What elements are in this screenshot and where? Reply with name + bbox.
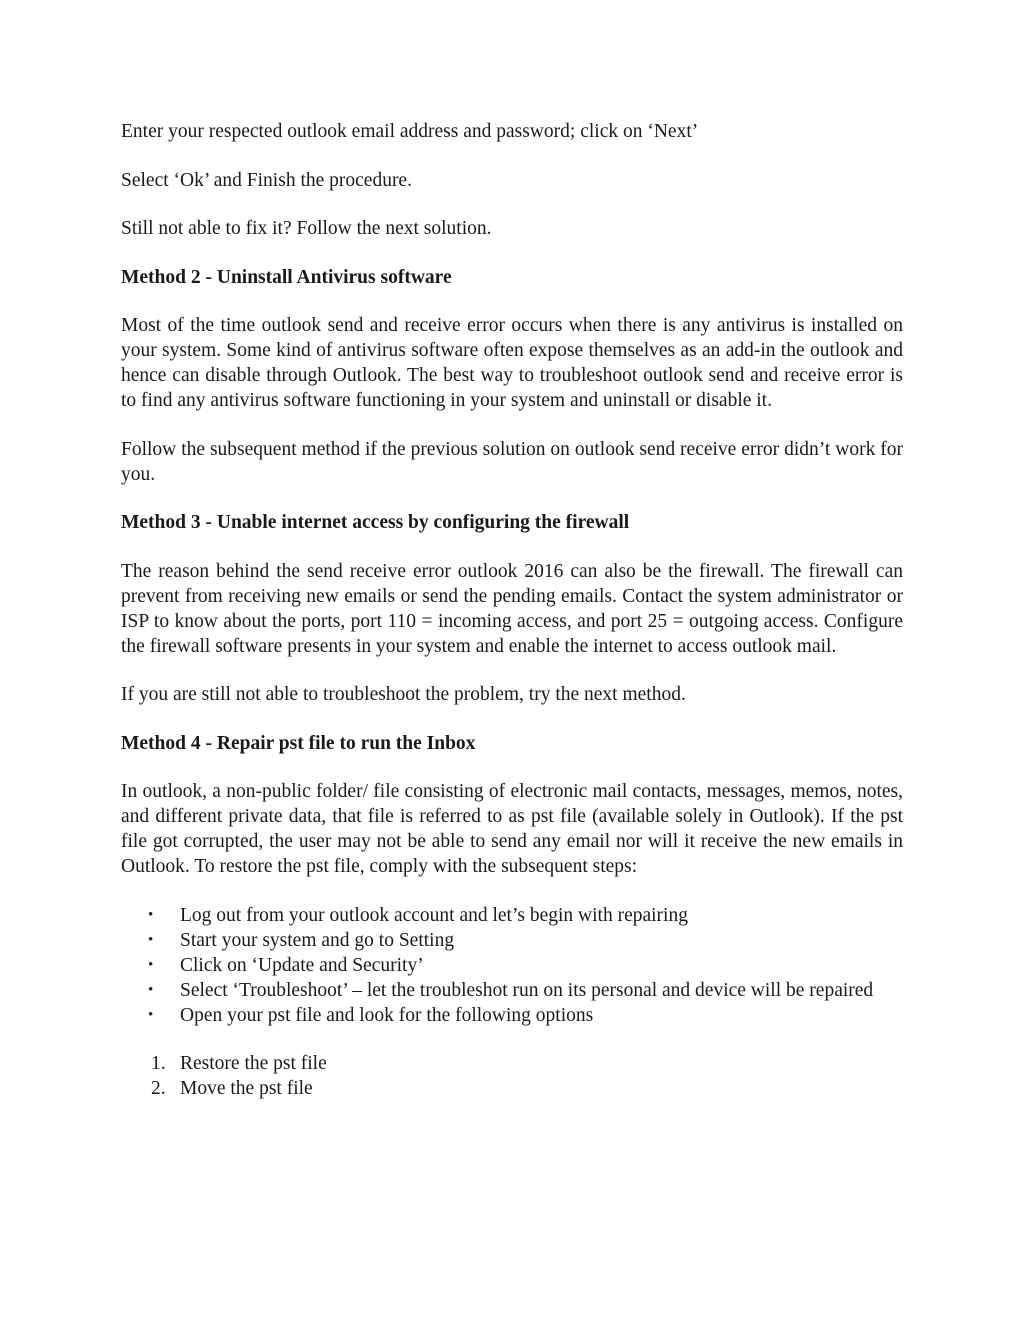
paragraph-firewall: The reason behind the send receive error outlook 2016 can also be the firewall. The firewall can prevent from receiving new emails or send the pending emails. Contact the system administrator or ISP to know about the ports, port 110 = incoming access, and port 25 = outgoing access. Configure the firewall software presents in your system and enable the internet to access outlook mail. xyxy=(121,560,903,657)
bullet-list xyxy=(121,903,903,1028)
step-number: 2. xyxy=(151,1078,166,1099)
list-item-text: Click on ‘Update and Security’ xyxy=(180,954,424,976)
list-item-text: Log out from your outlook account and let’s begin with repairing xyxy=(180,904,688,926)
paragraph-pst-file: In outlook, a non-public folder/ file consisting of electronic mail contacts, messages, memos, notes, and different private data, that file is referred to as pst file (available solely in Outlook). If the pst file got corrupted, the user may not be able to send any email nor will it receive the new emails in Outlook. To restore the pst file, comply with the subsequent steps: xyxy=(121,781,903,877)
list-item-text: Select ‘Troubleshoot’ – let the troubleshot run on its personal and device will be repaired xyxy=(180,979,874,1001)
paragraph-enter-credentials: Enter your respected outlook email address and password; click on ‘Next’ xyxy=(121,121,699,142)
heading-method-4: Method 4 - Repair pst file to run the Inbox xyxy=(121,732,476,754)
bullet-icon: • xyxy=(148,1006,154,1023)
list-item xyxy=(121,1003,903,1028)
paragraph-try-next: If you are still not able to troubleshoot the problem, try the next method. xyxy=(121,684,686,705)
list-item-text: Move the pst file xyxy=(180,1078,313,1099)
list-item-text: Start your system and go to Setting xyxy=(180,929,455,951)
bullet-icon: • xyxy=(148,906,154,923)
list-item xyxy=(121,1076,903,1101)
paragraph-follow-subsequent: Follow the subsequent method if the previous solution on outlook send receive error didn’t work for you. xyxy=(121,438,903,485)
paragraph-antivirus: Most of the time outlook send and receive error occurs when there is any antivirus is installed on your system. Some kind of antivirus software often expose themselves as an add-in the outlook and hence can disable through Outlook. The best way to troubleshoot outlook send and receive error is to find any antivirus software functioning in your system and uninstall or disable it. xyxy=(121,315,903,411)
bullet-icon: • xyxy=(148,956,154,973)
list-item xyxy=(121,978,903,1003)
paragraph-still-not-fixed: Still not able to fix it? Follow the next solution. xyxy=(121,218,492,239)
list-item xyxy=(121,903,903,928)
list-item xyxy=(121,953,903,978)
list-item xyxy=(121,1051,903,1076)
paragraph-select-ok: Select ‘Ok’ and Finish the procedure. xyxy=(121,169,412,191)
document-page xyxy=(121,119,903,1101)
list-item-text: Restore the pst file xyxy=(180,1053,327,1074)
step-number: 1. xyxy=(151,1053,166,1074)
bullet-icon: • xyxy=(148,981,154,998)
bullet-icon: • xyxy=(148,931,154,948)
list-item-text: Open your pst file and look for the following options xyxy=(180,1004,594,1026)
list-item xyxy=(121,928,903,953)
numbered-list xyxy=(121,1051,903,1101)
heading-method-2: Method 2 - Uninstall Antivirus software xyxy=(121,266,452,288)
heading-method-3: Method 3 - Unable internet access by configuring the firewall xyxy=(121,512,630,533)
